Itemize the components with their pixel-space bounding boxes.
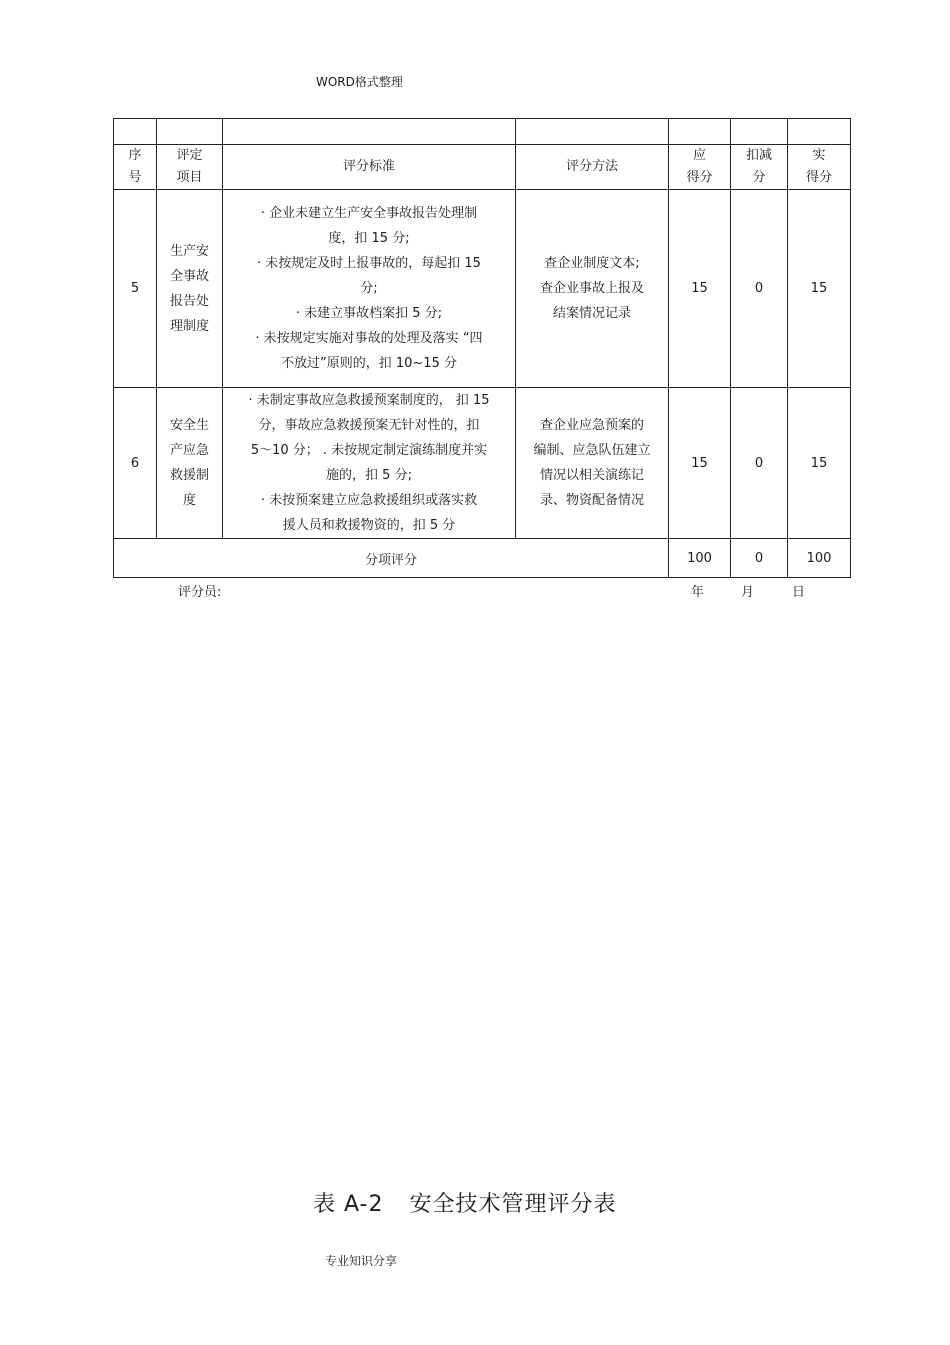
row-criteria: · 企业未建立生产安全事故报告处理制 度，扣 15 分; · 未按规定及时上报事故的，每起扣 15 分; · 未建立事故档案扣 5 分; · 未按规定实施对事故的处理及落实 “四 不放过”原则的，扣 10~15 分 [223, 190, 516, 388]
header-note: WORD格式整理 [316, 75, 403, 89]
row-method: 查企业应急预案的 编制、应急队伍建立 情况以相关演练记 录、物资配备情况 [516, 388, 669, 539]
date-month: 月 [741, 585, 755, 600]
header-actual: 实 得分 [788, 145, 851, 190]
row-deduct: 0 [731, 388, 788, 539]
row-actual: 15 [788, 388, 851, 539]
header-row [114, 145, 851, 190]
caption-title: 安全技术管理评分表 [409, 1192, 617, 1217]
header-criteria: 评分标准 [223, 145, 516, 190]
total-label: 分项评分 [114, 539, 669, 578]
row-item: 生产安 全事故 报告处 理制度 [157, 190, 223, 388]
table-row [114, 388, 851, 539]
row-item: 安全生 产应急 救援制 度 [157, 388, 223, 539]
row-deduct: 0 [731, 190, 788, 388]
row-no: 5 [114, 190, 157, 388]
total-deduct: 0 [731, 539, 788, 578]
footer-note: 专业知识分享 [325, 1254, 398, 1268]
row-criteria: · 未制定事故应急救援预案制度的， 扣 15 分，事故应急救援预案无针对性的，扣 5～10 分； . 未按规定制定演练制度并实 施的，扣 5 分; · 未按预案建立应急救援组织或落实救 援人员和救援物资的，扣 5 分 [223, 388, 516, 539]
total-row [114, 539, 851, 578]
header-no: 序 号 [114, 145, 157, 190]
header-item: 评定 项目 [157, 145, 223, 190]
total-due: 100 [669, 539, 731, 578]
date-day: 日 [792, 585, 806, 600]
header-method: 评分方法 [516, 145, 669, 190]
row-actual: 15 [788, 190, 851, 388]
score-table [113, 118, 851, 578]
row-due: 15 [669, 190, 731, 388]
header-due: 应 得分 [669, 145, 731, 190]
row-no: 6 [114, 388, 157, 539]
row-due: 15 [669, 388, 731, 539]
date-year: 年 [691, 585, 705, 600]
caption-code: 表 A-2 [313, 1192, 384, 1217]
table-row [114, 190, 851, 388]
header-deduct: 扣减 分 [731, 145, 788, 190]
table-caption [313, 1187, 617, 1218]
row-method: 查企业制度文本; 查企业事故上报及 结案情况记录 [516, 190, 669, 388]
total-actual: 100 [788, 539, 851, 578]
blank-row [114, 119, 851, 145]
scorer-label: 评分员: [178, 585, 222, 600]
